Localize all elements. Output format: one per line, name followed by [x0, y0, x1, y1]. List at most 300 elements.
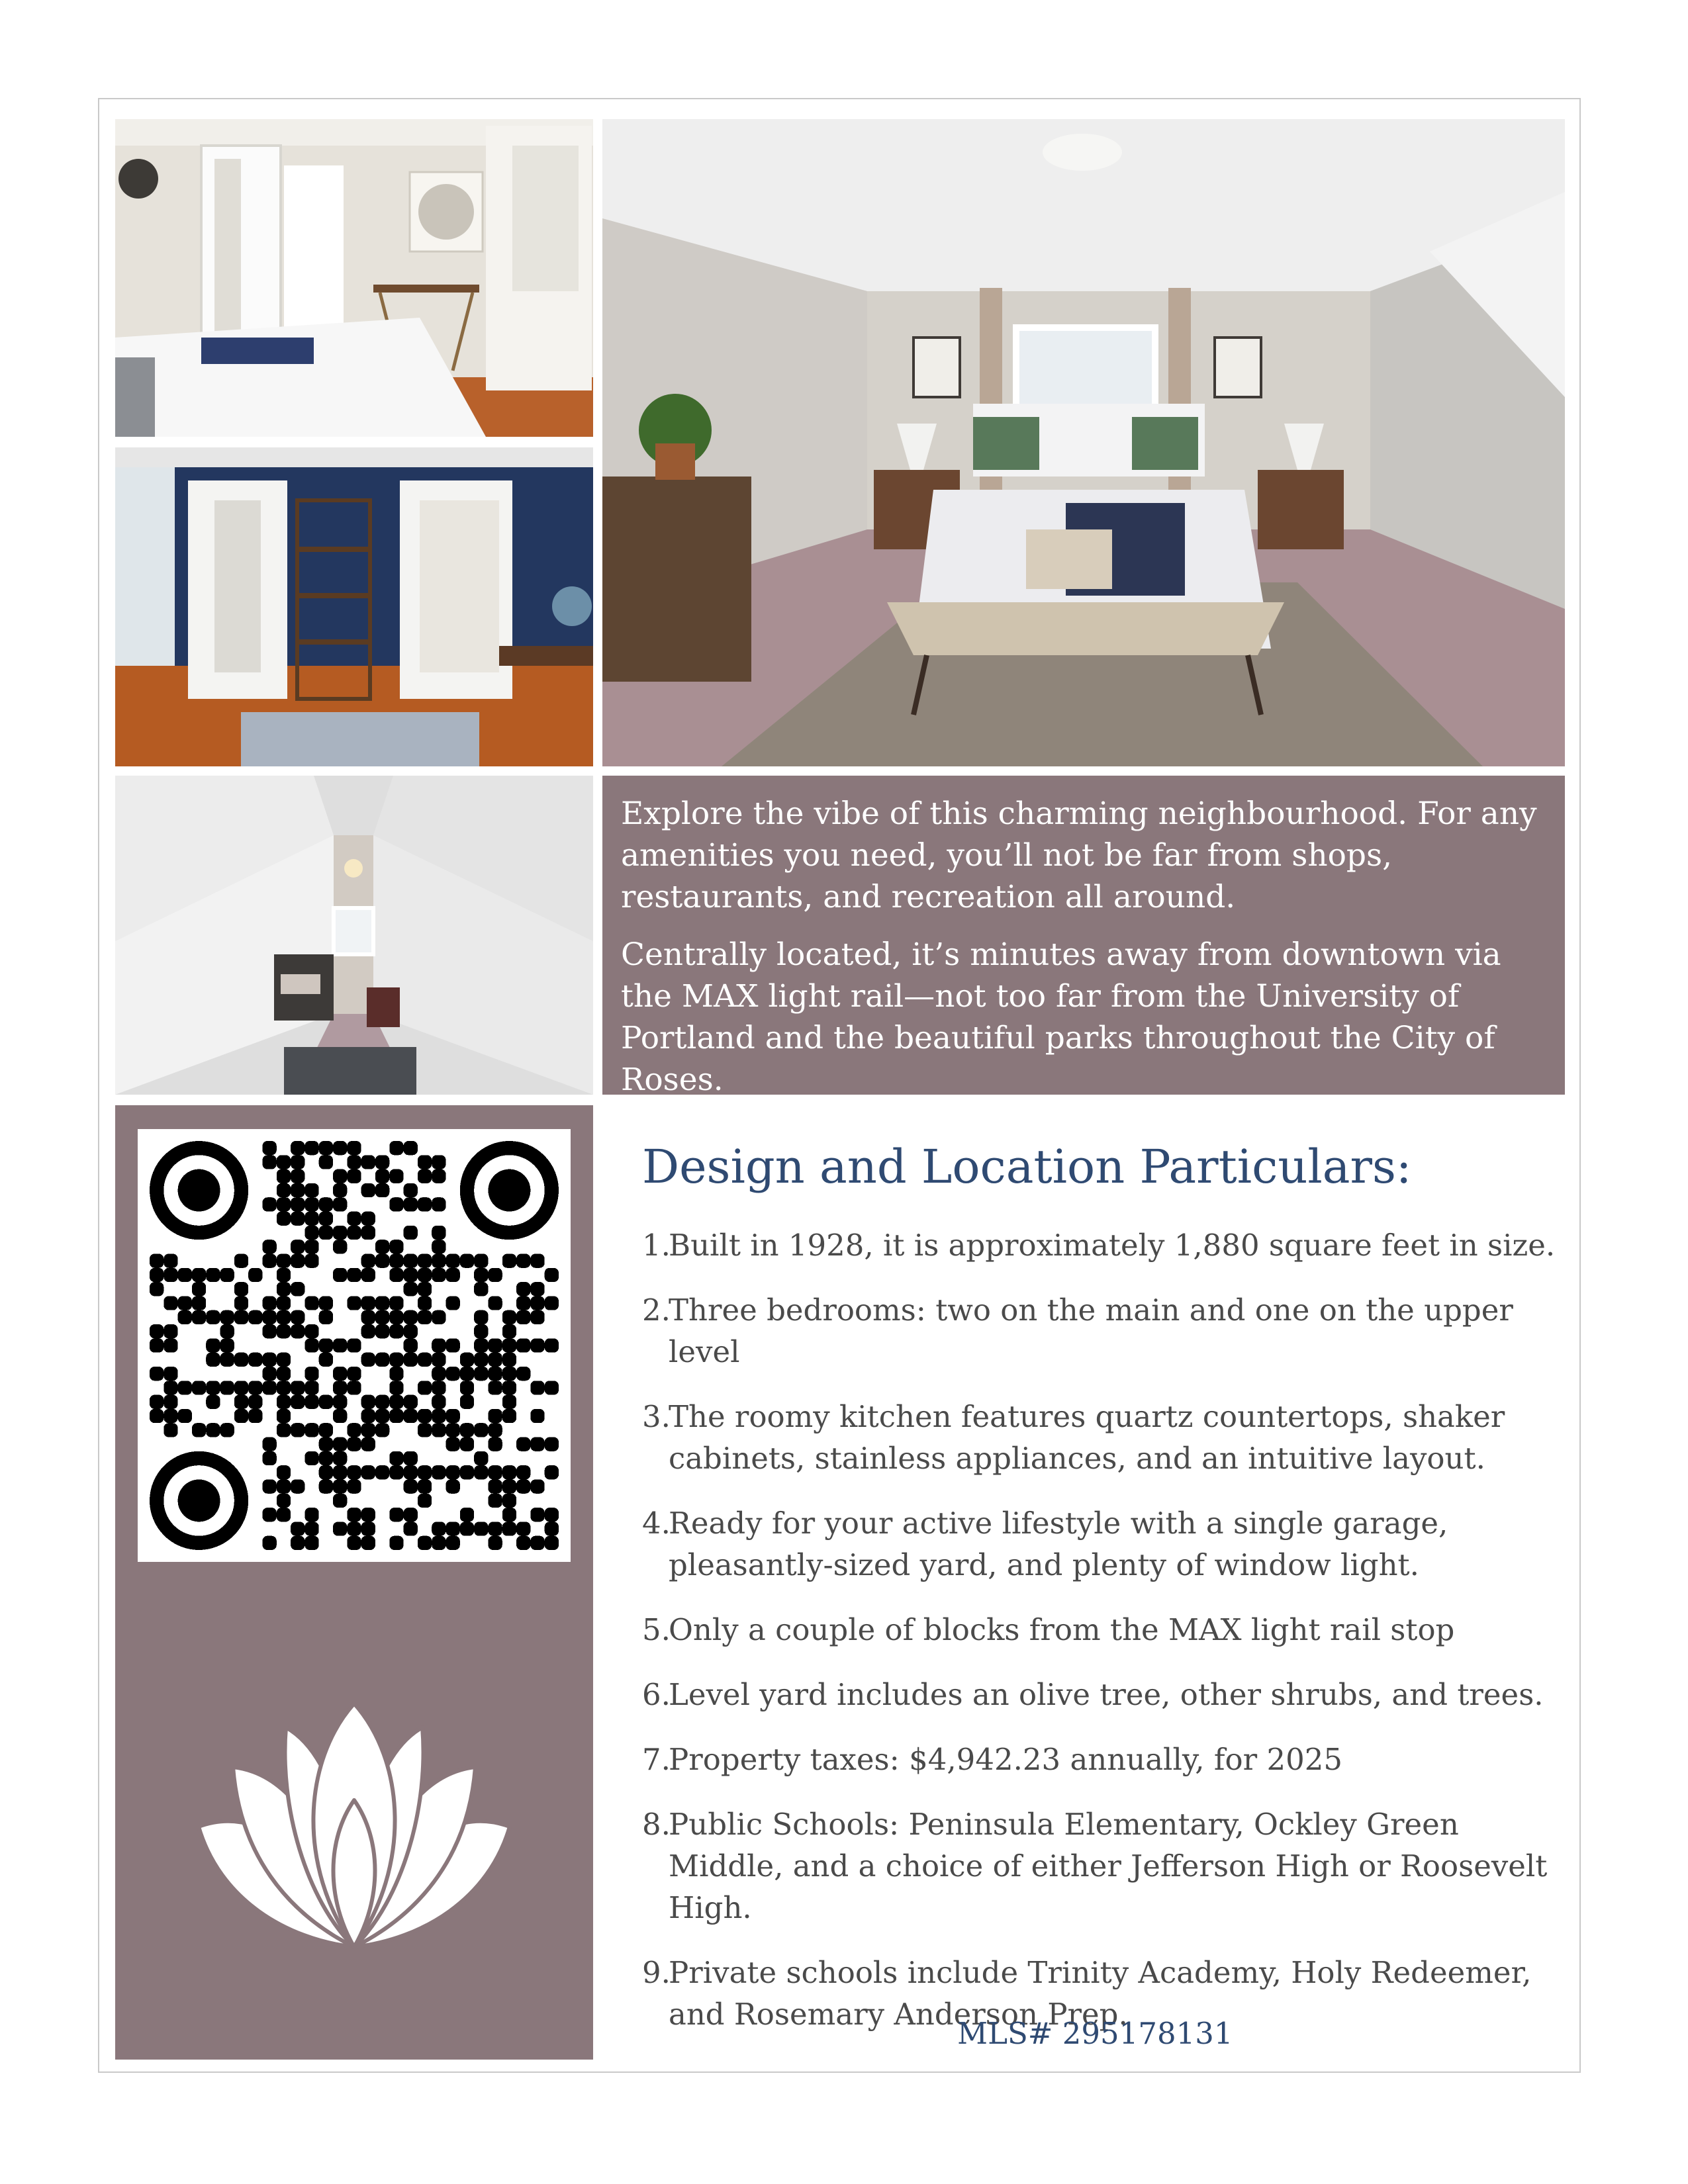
qr-module — [488, 1367, 502, 1381]
qr-module — [305, 1423, 318, 1437]
list-item-number: 9. — [642, 1955, 671, 1990]
qr-module — [277, 1183, 291, 1197]
qr-module — [516, 1338, 530, 1352]
qr-module — [446, 1296, 460, 1310]
qr-module — [389, 1353, 403, 1367]
qr-module — [404, 1324, 418, 1338]
qr-module — [460, 1508, 474, 1522]
photo-blue-bedroom — [115, 447, 593, 766]
qr-module — [347, 1381, 361, 1394]
qr-module — [446, 1479, 460, 1493]
qr-module — [291, 1240, 305, 1253]
qr-module — [488, 1465, 502, 1479]
qr-module — [418, 1296, 432, 1310]
qr-module — [432, 1310, 445, 1324]
qr-module — [347, 1338, 361, 1352]
qr-module — [460, 1522, 474, 1535]
qr-module — [319, 1353, 333, 1367]
qr-module — [262, 1324, 276, 1338]
qr-module — [545, 1508, 559, 1522]
qr-module — [545, 1338, 559, 1352]
qr-module — [389, 1536, 403, 1550]
qr-module — [347, 1367, 361, 1381]
qr-module — [248, 1409, 262, 1423]
qr-module — [361, 1437, 375, 1451]
mls-number: MLS# 295178131 — [957, 2016, 1233, 2051]
list-item-number: 3. — [642, 1399, 671, 1434]
qr-module — [516, 1465, 530, 1479]
qr-module — [347, 1155, 361, 1169]
qr-module — [530, 1381, 544, 1394]
qr-module — [333, 1240, 347, 1253]
qr-module — [319, 1395, 333, 1409]
qr-module — [220, 1381, 234, 1394]
qr-module — [347, 1423, 361, 1437]
qr-module — [277, 1423, 291, 1437]
qr-module — [333, 1183, 347, 1197]
qr-module — [291, 1183, 305, 1197]
qr-module — [446, 1437, 460, 1451]
qr-module — [262, 1197, 276, 1211]
qr-module — [474, 1522, 488, 1535]
list-item-text: Private schools include Trinity Academy, Holy Redeemer, and Rosemary Anderson Prep. — [669, 1955, 1532, 2032]
qr-module — [460, 1253, 474, 1267]
qr-module — [488, 1268, 502, 1282]
qr-module — [474, 1353, 488, 1367]
qr-module — [291, 1253, 305, 1267]
list-item-text: Ready for your active lifestyle with a single garage, pleasantly-sized yard, and plenty of window light. — [669, 1506, 1448, 1582]
qr-module — [319, 1226, 333, 1240]
qr-module — [375, 1183, 389, 1197]
qr-module — [333, 1395, 347, 1409]
neighbourhood-description — [602, 776, 1565, 1098]
qr-module — [192, 1310, 206, 1324]
qr-module — [347, 1141, 361, 1155]
qr-module — [404, 1183, 418, 1197]
qr-module — [150, 1409, 164, 1423]
list-item — [642, 1502, 1569, 1586]
qr-module — [389, 1141, 403, 1155]
qr-module — [361, 1353, 375, 1367]
qr-module — [305, 1226, 318, 1240]
qr-module — [220, 1423, 234, 1437]
qr-finder-dot — [488, 1169, 530, 1212]
qr-module — [347, 1268, 361, 1282]
qr-code[interactable] — [138, 1129, 571, 1562]
qr-module — [432, 1169, 445, 1183]
qr-module — [319, 1479, 333, 1493]
qr-module — [418, 1197, 432, 1211]
qr-module — [446, 1409, 460, 1423]
qr-module — [262, 1479, 276, 1493]
qr-module — [277, 1479, 291, 1493]
qr-module — [347, 1437, 361, 1451]
qr-module — [262, 1367, 276, 1381]
qr-module — [389, 1367, 403, 1381]
description-paragraph-2: Centrally located, it’s minutes away from downtown via the MAX light rail—not too far from the University of Portland and the beautiful parks throughout the City of Roses. — [621, 936, 1501, 1098]
qr-module — [530, 1536, 544, 1550]
qr-module — [192, 1296, 206, 1310]
qr-module — [418, 1465, 432, 1479]
qr-module — [333, 1494, 347, 1508]
qr-module — [192, 1381, 206, 1394]
qr-module — [234, 1310, 248, 1324]
qr-module — [150, 1338, 164, 1352]
qr-module — [361, 1423, 375, 1437]
qr-module — [361, 1522, 375, 1535]
qr-module — [502, 1324, 516, 1338]
qr-module — [206, 1353, 220, 1367]
list-item-text: Only a couple of blocks from the MAX light rail stop — [669, 1612, 1455, 1647]
qr-module — [234, 1253, 248, 1267]
qr-module — [375, 1395, 389, 1409]
photo-attic-reading-nook — [115, 776, 593, 1095]
qr-module — [305, 1338, 318, 1352]
qr-module — [234, 1282, 248, 1296]
qr-module — [389, 1381, 403, 1394]
qr-module — [361, 1536, 375, 1550]
qr-module — [248, 1395, 262, 1409]
qr-module — [389, 1395, 403, 1409]
qr-module — [192, 1282, 206, 1296]
qr-module — [545, 1381, 559, 1394]
qr-module — [277, 1268, 291, 1282]
list-item — [642, 1803, 1569, 1929]
qr-module — [319, 1437, 333, 1451]
qr-module — [206, 1395, 220, 1409]
qr-module — [404, 1197, 418, 1211]
qr-module — [488, 1338, 502, 1352]
photo-bedroom-doors — [115, 119, 593, 437]
list-item-text: Public Schools: Peninsula Elementary, Ockley Green Middle, and a choice of either Jefferson High or Roosevelt High. — [669, 1807, 1548, 1925]
qr-module — [432, 1338, 445, 1352]
qr-module — [277, 1296, 291, 1310]
qr-module — [502, 1522, 516, 1535]
qr-module — [220, 1338, 234, 1352]
qr-module — [432, 1353, 445, 1367]
list-item-number: 1. — [642, 1228, 671, 1263]
qr-module — [375, 1353, 389, 1367]
qr-module — [460, 1353, 474, 1367]
qr-module — [389, 1310, 403, 1324]
qr-module — [418, 1253, 432, 1267]
qr-module — [418, 1423, 432, 1437]
qr-module — [516, 1536, 530, 1550]
qr-module — [460, 1381, 474, 1394]
qr-module — [361, 1253, 375, 1267]
qr-module — [432, 1395, 445, 1409]
list-item-text: Built in 1928, it is approximately 1,880 square feet in size. — [669, 1228, 1556, 1263]
qr-module — [291, 1282, 305, 1296]
qr-module — [502, 1338, 516, 1352]
qr-module — [375, 1465, 389, 1479]
qr-module — [262, 1253, 276, 1267]
qr-module — [516, 1437, 530, 1451]
qr-module — [291, 1479, 305, 1493]
qr-module — [305, 1324, 318, 1338]
qr-module — [389, 1451, 403, 1465]
qr-module — [150, 1324, 164, 1338]
qr-module — [333, 1197, 347, 1211]
qr-module — [319, 1338, 333, 1352]
qr-module — [418, 1282, 432, 1296]
qr-module — [164, 1268, 177, 1282]
qr-module — [530, 1253, 544, 1267]
qr-module — [291, 1522, 305, 1535]
qr-module — [404, 1141, 418, 1155]
qr-module — [502, 1494, 516, 1508]
qr-module — [516, 1296, 530, 1310]
qr-module — [488, 1423, 502, 1437]
qr-module — [389, 1508, 403, 1522]
qr-module — [516, 1522, 530, 1535]
qr-module — [262, 1296, 276, 1310]
list-item-number: 6. — [642, 1677, 671, 1712]
qr-module — [389, 1296, 403, 1310]
qr-module — [192, 1423, 206, 1437]
qr-module — [460, 1465, 474, 1479]
qr-module — [333, 1381, 347, 1394]
qr-module — [432, 1226, 445, 1240]
qr-module — [474, 1324, 488, 1338]
qr-module — [164, 1423, 177, 1437]
qr-module — [305, 1141, 318, 1155]
qr-module — [248, 1381, 262, 1394]
particulars-title: Design and Location Particulars: — [642, 1140, 1412, 1194]
qr-module — [488, 1522, 502, 1535]
qr-module — [418, 1381, 432, 1394]
qr-module — [319, 1296, 333, 1310]
lotus-icon — [193, 1701, 515, 1952]
qr-module — [150, 1395, 164, 1409]
qr-module — [164, 1324, 177, 1338]
qr-module — [418, 1268, 432, 1282]
qr-module — [488, 1353, 502, 1367]
qr-module — [502, 1253, 516, 1267]
qr-module — [347, 1296, 361, 1310]
qr-module — [164, 1395, 177, 1409]
qr-module — [488, 1536, 502, 1550]
qr-module — [432, 1253, 445, 1267]
qr-module — [277, 1324, 291, 1338]
qr-module — [432, 1197, 445, 1211]
qr-module — [474, 1465, 488, 1479]
list-item-number: 4. — [642, 1506, 671, 1541]
qr-module — [460, 1423, 474, 1437]
qr-module — [418, 1494, 432, 1508]
qr-module — [446, 1338, 460, 1352]
qr-module — [375, 1155, 389, 1169]
qr-module — [488, 1479, 502, 1493]
qr-module — [361, 1508, 375, 1522]
list-item-text: Three bedrooms: two on the main and one on the upper level — [669, 1293, 1513, 1369]
qr-module — [516, 1282, 530, 1296]
photo-attic-primary-bedroom — [602, 119, 1565, 766]
qr-module — [488, 1409, 502, 1423]
list-item — [642, 1224, 1569, 1266]
qr-finder-dot — [178, 1479, 220, 1522]
qr-module — [333, 1409, 347, 1423]
qr-module — [404, 1268, 418, 1282]
qr-module — [234, 1381, 248, 1394]
qr-module — [530, 1508, 544, 1522]
qr-module — [248, 1310, 262, 1324]
qr-module — [446, 1536, 460, 1550]
qr-finder-dot — [178, 1169, 220, 1212]
qr-module — [220, 1353, 234, 1367]
qr-module — [262, 1353, 276, 1367]
qr-module — [389, 1169, 403, 1183]
qr-module — [305, 1381, 318, 1394]
list-item-number: 2. — [642, 1293, 671, 1328]
qr-module — [333, 1338, 347, 1352]
qr-module — [291, 1155, 305, 1169]
qr-module — [277, 1409, 291, 1423]
qr-module — [277, 1310, 291, 1324]
qr-module — [178, 1268, 192, 1282]
qr-module — [220, 1324, 234, 1338]
qr-module — [488, 1296, 502, 1310]
qr-module — [488, 1437, 502, 1451]
qr-module — [164, 1381, 177, 1394]
qr-module — [262, 1240, 276, 1253]
qr-module — [305, 1212, 318, 1226]
qr-module — [347, 1465, 361, 1479]
qr-module — [404, 1353, 418, 1367]
qr-module — [361, 1268, 375, 1282]
qr-module — [530, 1479, 544, 1493]
qr-module — [319, 1451, 333, 1465]
qr-module — [474, 1310, 488, 1324]
qr-module — [361, 1226, 375, 1240]
qr-module — [375, 1169, 389, 1183]
qr-module — [248, 1268, 262, 1282]
qr-module — [545, 1465, 559, 1479]
qr-module — [530, 1282, 544, 1296]
qr-module — [516, 1479, 530, 1493]
qr-module — [530, 1409, 544, 1423]
qr-module — [432, 1367, 445, 1381]
qr-module — [446, 1522, 460, 1535]
qr-module — [502, 1479, 516, 1493]
qr-module — [446, 1423, 460, 1437]
qr-module — [432, 1240, 445, 1253]
qr-module — [262, 1451, 276, 1465]
particulars-list — [642, 1224, 1569, 2058]
qr-module — [291, 1212, 305, 1226]
qr-module — [178, 1310, 192, 1324]
qr-module — [262, 1536, 276, 1550]
qr-module — [277, 1465, 291, 1479]
qr-module — [347, 1169, 361, 1183]
qr-module — [262, 1155, 276, 1169]
qr-module — [178, 1296, 192, 1310]
qr-module — [206, 1423, 220, 1437]
qr-module — [530, 1310, 544, 1324]
qr-module — [305, 1367, 318, 1381]
qr-module — [474, 1451, 488, 1465]
qr-module — [404, 1282, 418, 1296]
qr-module — [305, 1536, 318, 1550]
qr-module — [375, 1310, 389, 1324]
list-item-text: Level yard includes an olive tree, other shrubs, and trees. — [669, 1677, 1544, 1712]
qr-module — [446, 1465, 460, 1479]
qr-module — [319, 1197, 333, 1211]
qr-module — [502, 1367, 516, 1381]
list-item — [642, 1739, 1569, 1780]
list-item — [642, 1289, 1569, 1373]
list-item-text: The roomy kitchen features quartz countertops, shaker cabinets, stainless appliances, and an intuitive layout. — [669, 1399, 1505, 1476]
list-item — [642, 1396, 1569, 1479]
qr-module — [432, 1522, 445, 1535]
list-item — [642, 1609, 1569, 1651]
qr-module — [418, 1479, 432, 1493]
qr-module — [333, 1169, 347, 1183]
qr-module — [178, 1381, 192, 1394]
qr-module — [333, 1522, 347, 1535]
qr-module — [277, 1155, 291, 1169]
qr-module — [277, 1212, 291, 1226]
qr-module — [305, 1395, 318, 1409]
qr-module — [404, 1310, 418, 1324]
qr-module — [291, 1141, 305, 1155]
qr-module — [262, 1381, 276, 1394]
qr-module — [502, 1465, 516, 1479]
qr-module — [389, 1324, 403, 1338]
qr-module — [305, 1508, 318, 1522]
qr-module — [206, 1310, 220, 1324]
qr-module — [361, 1183, 375, 1197]
qr-module — [389, 1240, 403, 1253]
qr-module — [277, 1353, 291, 1367]
qr-module — [432, 1409, 445, 1423]
qr-module — [347, 1226, 361, 1240]
qr-module — [150, 1282, 164, 1296]
qr-module — [361, 1465, 375, 1479]
qr-module — [234, 1296, 248, 1310]
qr-module — [277, 1508, 291, 1522]
qr-module — [291, 1169, 305, 1183]
qr-module — [291, 1310, 305, 1324]
qr-module — [502, 1508, 516, 1522]
qr-module — [305, 1183, 318, 1197]
qr-module — [361, 1395, 375, 1409]
qr-module — [516, 1253, 530, 1267]
qr-module — [277, 1282, 291, 1296]
qr-module — [333, 1451, 347, 1465]
qr-module — [333, 1367, 347, 1381]
qr-module — [305, 1240, 318, 1253]
list-item-number: 7. — [642, 1742, 671, 1777]
qr-module — [375, 1409, 389, 1423]
qr-module — [206, 1268, 220, 1282]
qr-module — [220, 1268, 234, 1282]
qr-module — [220, 1310, 234, 1324]
list-item-number: 5. — [642, 1612, 671, 1647]
qr-module — [333, 1226, 347, 1240]
qr-module — [516, 1367, 530, 1381]
qr-module — [150, 1367, 164, 1381]
qr-module — [446, 1268, 460, 1282]
qr-module — [488, 1381, 502, 1394]
list-item-number: 8. — [642, 1807, 671, 1842]
qr-module — [164, 1367, 177, 1381]
qr-module — [432, 1423, 445, 1437]
qr-module — [291, 1324, 305, 1338]
qr-module — [404, 1409, 418, 1423]
qr-module — [333, 1465, 347, 1479]
qr-module — [375, 1253, 389, 1267]
